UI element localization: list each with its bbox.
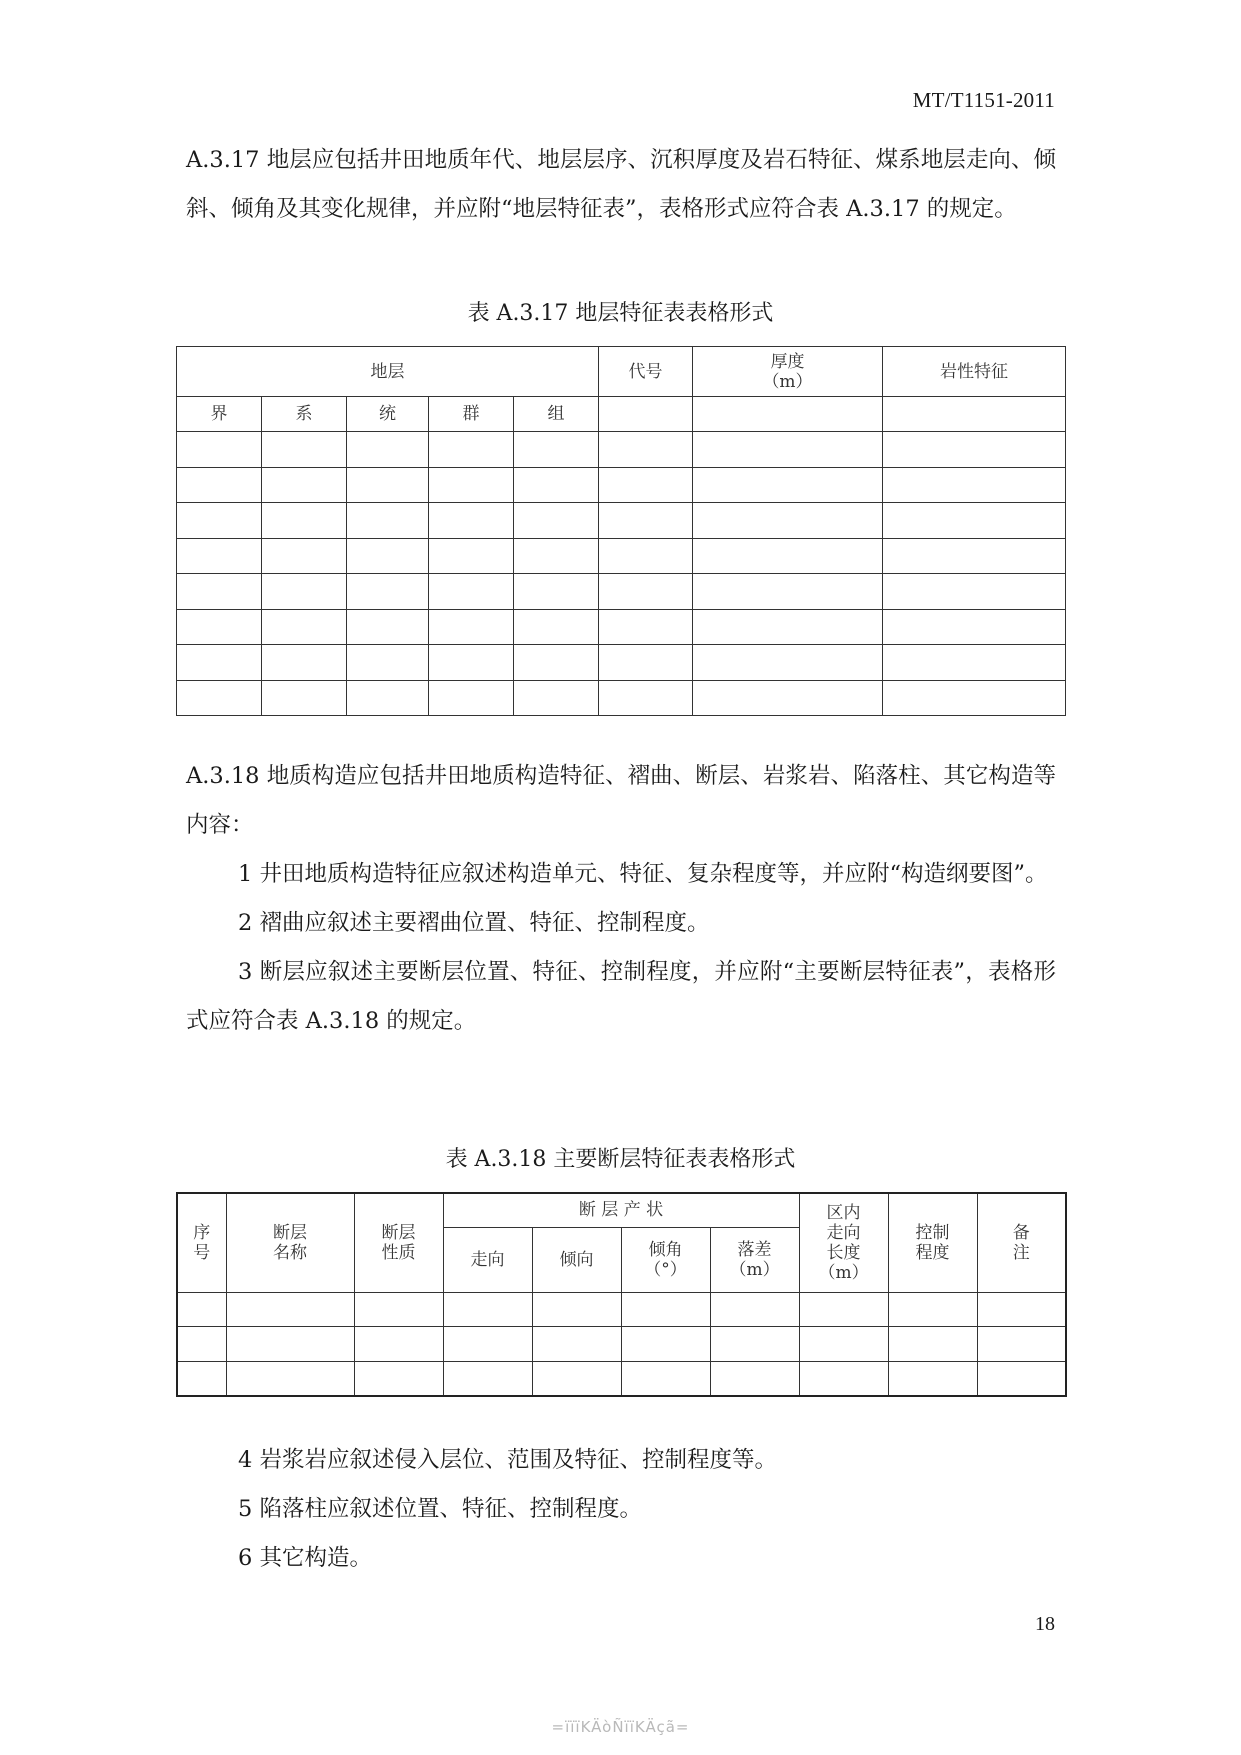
page-number: 18 [1035, 1613, 1055, 1635]
subheader-erathem: 界 [177, 397, 262, 432]
header-fault-name: 断层 名称 [226, 1193, 354, 1292]
header-note: 备 注 [977, 1193, 1066, 1292]
stratum-feature-table [176, 346, 1066, 716]
header-dip-angle: 倾角 （°） [621, 1227, 710, 1292]
table-row [177, 1327, 1066, 1362]
header-lithology: 岩性特征 [883, 347, 1066, 397]
table-row [177, 1361, 1066, 1396]
empty-cell [599, 397, 693, 432]
section-a318-item2: 2 褶曲应叙述主要褶曲位置、特征、控制程度。 [238, 910, 710, 936]
table-row [177, 467, 1066, 503]
section-a318-item6: 6 其它构造。 [238, 1545, 372, 1571]
table-a317-caption: 表 A.3.17 地层特征表表格形式 [467, 301, 774, 326]
header-code: 代号 [599, 347, 693, 397]
section-a318-text [186, 752, 1056, 1046]
header-dip-direction: 倾向 [532, 1227, 621, 1292]
header-stratum: 地层 [177, 347, 599, 397]
document-code: MT/T1151-2011 [912, 88, 1055, 112]
footer-watermark: =ïïïKÄòÑïïKÄçã= [551, 1718, 690, 1736]
subheader-group: 群 [429, 397, 514, 432]
table-row [177, 538, 1066, 574]
empty-cell [693, 397, 883, 432]
section-a317-text: A.3.17 地层应包括井田地质年代、地层层序、沉积厚度及岩石特征、煤系地层走向、倾斜、倾角及其变化规律，并应附“地层特征表”，表格形式应符合表 A.3.17 的规定。 [186, 147, 1056, 222]
table-row [177, 645, 1066, 681]
table-row [177, 432, 1066, 468]
empty-cell [883, 397, 1066, 432]
header-strike-length: 区内 走向 长度 （m） [799, 1193, 888, 1292]
table-row [177, 574, 1066, 610]
header-strike: 走向 [443, 1227, 532, 1292]
section-a318-intro: A.3.18 地质构造应包括井田地质构造特征、褶曲、断层、岩浆岩、陷落柱、其它构造等内容： [186, 763, 1056, 838]
table-row [177, 609, 1066, 645]
section-a318-item3: 3 断层应叙述主要断层位置、特征、控制程度，并应附“主要断层特征表”，表格形式应符合表 A.3.18 的规定。 [186, 959, 1056, 1034]
section-a318-item4: 4 岩浆岩应叙述侵入层位、范围及特征、控制程度等。 [238, 1447, 777, 1473]
header-throw: 落差 （m） [710, 1227, 799, 1292]
table-row [177, 680, 1066, 716]
table-a318-caption: 表 A.3.18 主要断层特征表表格形式 [445, 1147, 796, 1172]
subheader-series: 统 [347, 397, 429, 432]
header-fault-occurrence: 断 层 产 状 [443, 1193, 799, 1227]
header-fault-nature: 断层 性质 [354, 1193, 443, 1292]
section-a318-continued [186, 1436, 1056, 1583]
header-thickness: 厚度 （m） [693, 347, 883, 397]
subheader-system: 系 [262, 397, 347, 432]
header-seq: 序 号 [177, 1193, 226, 1292]
section-a318-item1: 1 井田地质构造特征应叙述构造单元、特征、复杂程度等，并应附“构造纲要图”。 [238, 861, 1048, 887]
table-row [177, 503, 1066, 539]
table-row [177, 1292, 1066, 1327]
subheader-formation: 组 [514, 397, 599, 432]
header-control-degree: 控制 程度 [888, 1193, 977, 1292]
main-fault-table [176, 1192, 1067, 1397]
section-a318-item5: 5 陷落柱应叙述位置、特征、控制程度。 [238, 1496, 642, 1522]
